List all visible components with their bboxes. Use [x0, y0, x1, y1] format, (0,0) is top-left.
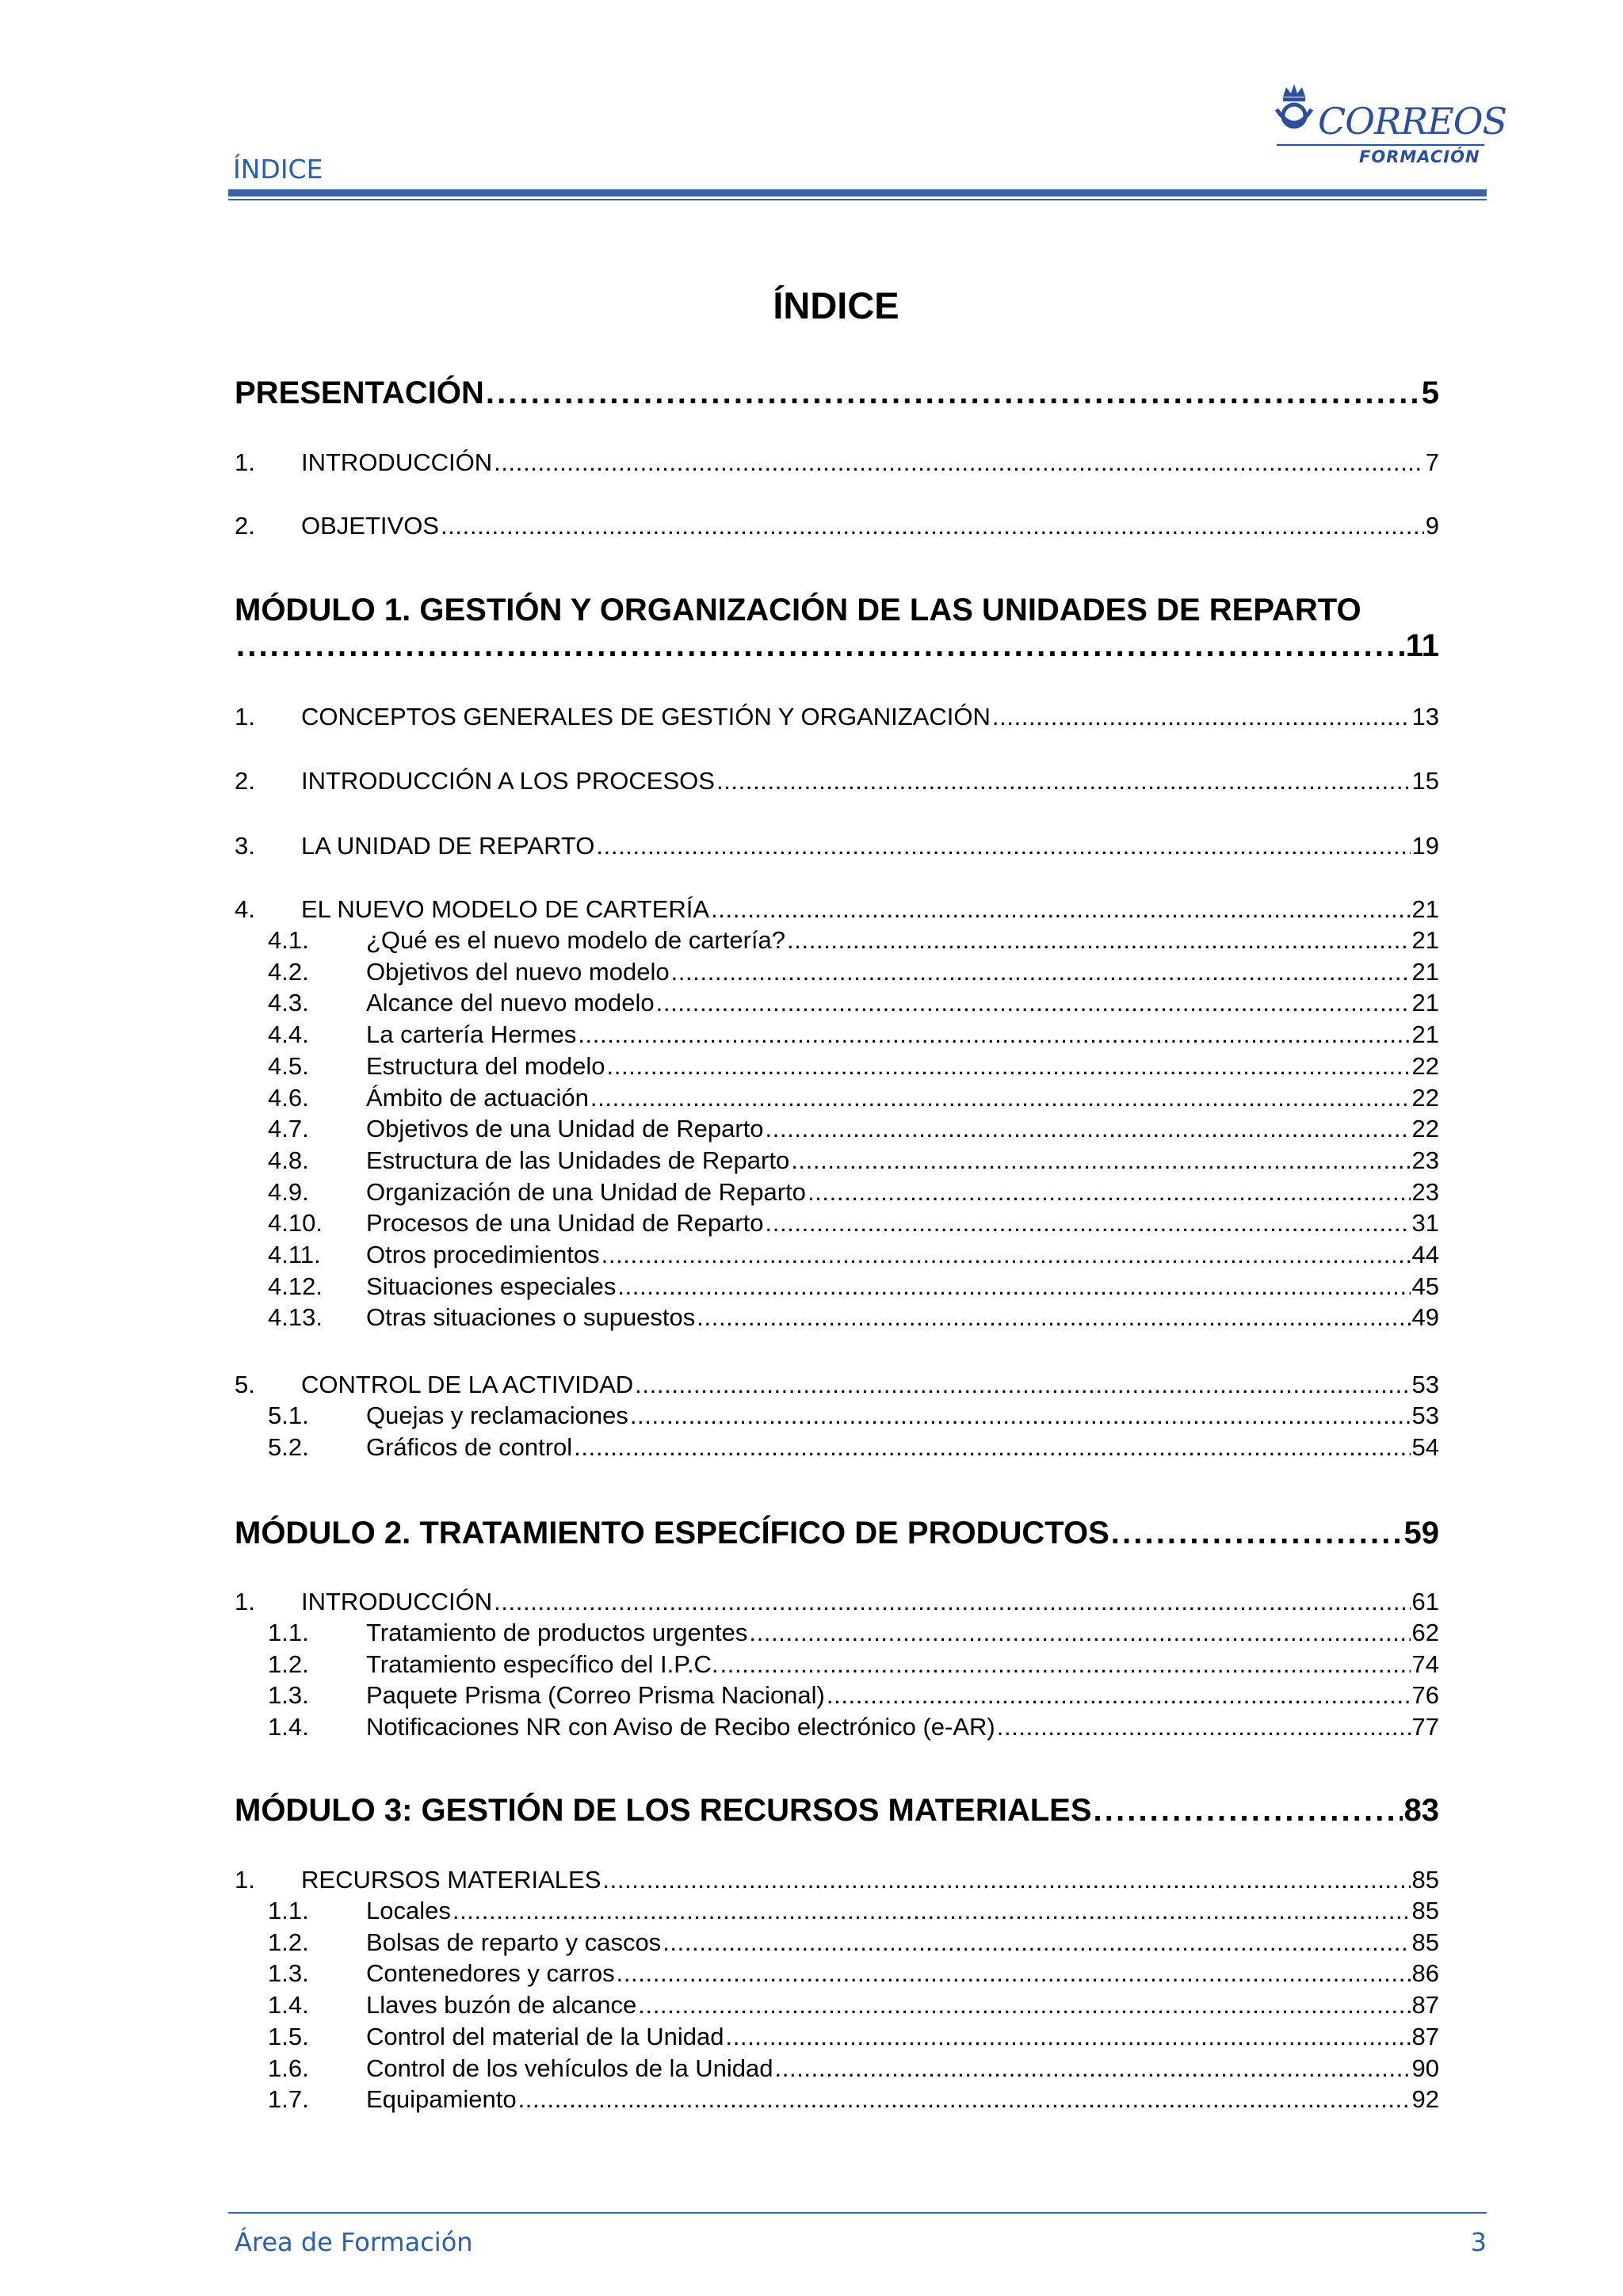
toc-number: 4.11.: [268, 1241, 321, 1268]
toc-page: 21: [1411, 895, 1439, 923]
dot-leader: [720, 1650, 1411, 1679]
toc-page: 62: [1411, 1619, 1439, 1646]
toc-number: 1.4.: [268, 1713, 309, 1741]
dot-leader: [656, 989, 1411, 1017]
toc-label: Estructura del modelo: [366, 1051, 605, 1080]
dot-leader: [749, 1619, 1410, 1647]
toc-entry-modulo2-introduccion[interactable]: [235, 1588, 1439, 1616]
toc-label: INTRODUCCIÓN: [301, 1588, 493, 1615]
toc-number: 1.2.: [268, 1928, 309, 1956]
toc-label: RECURSOS MATERIALES: [301, 1866, 601, 1894]
toc-number: 1.6.: [268, 2054, 309, 2082]
toc-entry[interactable]: [235, 1681, 1439, 1710]
toc-number: 4.2.: [268, 957, 309, 986]
toc-entry[interactable]: [235, 2085, 1439, 2114]
toc-entry[interactable]: [235, 926, 1439, 955]
toc-number: 1.5.: [268, 2022, 309, 2050]
toc-page: 77: [1411, 1713, 1439, 1741]
dot-leader: [791, 1146, 1410, 1175]
dot-leader: [617, 1959, 1411, 1988]
toc-label: MÓDULO 1. GESTIÓN Y ORGANIZACIÓN DE LAS UNIDADES DE REPARTO: [235, 593, 1361, 627]
toc-page: 54: [1411, 1432, 1439, 1461]
toc-label: EL NUEVO MODELO DE CARTERÍA: [301, 895, 710, 923]
toc-page: 22: [1411, 1115, 1439, 1143]
dot-leader: [518, 2085, 1411, 2114]
correos-formacion-logo: [1272, 76, 1507, 177]
toc-label: CONCEPTOS GENERALES DE GESTIÓN Y ORGANIZACIÓN: [301, 703, 991, 730]
toc-number: 4.12.: [268, 1272, 323, 1300]
toc-entry[interactable]: [235, 1209, 1439, 1238]
toc-label: Otras situaciones o supuestos: [366, 1303, 696, 1332]
toc-page: 87: [1411, 1991, 1439, 2019]
dot-leader: [486, 376, 1420, 411]
toc-entry[interactable]: [235, 989, 1439, 1017]
toc-label: INTRODUCCIÓN: [301, 448, 493, 476]
toc-label: Contenedores y carros: [366, 1959, 615, 1988]
toc-entry[interactable]: [235, 832, 1439, 860]
dot-leader: [716, 767, 1411, 795]
dot-leader: [766, 1115, 1411, 1143]
dot-leader: [697, 1303, 1410, 1332]
dot-leader: [607, 1052, 1411, 1081]
toc-number: 5.1.: [268, 1402, 309, 1429]
dot-leader: [578, 1020, 1410, 1049]
toc-label: Paquete Prisma (Correo Prisma Nacional): [366, 1681, 825, 1710]
toc-page: 85: [1411, 1928, 1439, 1956]
toc-label: Notificaciones NR con Aviso de Recibo electrónico (e-AR): [366, 1713, 995, 1741]
toc-label: Alcance del nuevo modelo: [366, 989, 655, 1017]
toc-entry[interactable]: [235, 1402, 1439, 1430]
toc-entry[interactable]: [235, 703, 1439, 731]
toc-label: INTRODUCCIÓN A LOS PROCESOS: [301, 767, 715, 795]
toc-number: 1.3.: [268, 1681, 309, 1710]
toc-page: 13: [1411, 703, 1439, 730]
toc-number: 4.7.: [268, 1115, 309, 1143]
dot-leader: [590, 1084, 1411, 1112]
toc-page: 45: [1411, 1272, 1439, 1300]
toc-entry-objetivos[interactable]: [235, 512, 1439, 540]
toc-number: 4.1.: [268, 926, 309, 954]
dot-leader: [766, 1209, 1411, 1238]
toc-label: MÓDULO 2. TRATAMIENTO ESPECÍFICO DE PRODUCTOS: [235, 1516, 1109, 1550]
dot-leader: [617, 1272, 1410, 1301]
toc-label: PRESENTACIÓN: [235, 376, 484, 410]
toc-number: 4.3.: [268, 989, 309, 1017]
toc-entry[interactable]: [235, 1897, 1439, 1925]
toc-page: 53: [1411, 1371, 1439, 1398]
dot-leader: [602, 1866, 1410, 1894]
toc-number: 4.8.: [268, 1146, 309, 1174]
toc-number: 4.6.: [268, 1083, 309, 1112]
toc-label: Estructura de las Unidades de Reparto: [366, 1146, 790, 1174]
toc-page: 19: [1411, 832, 1439, 860]
header-rule-thin: [228, 199, 1487, 200]
toc-page: 85: [1411, 1897, 1439, 1924]
dot-leader: [630, 1402, 1411, 1430]
toc-page: 21: [1411, 989, 1439, 1017]
toc-number: 1.2.: [268, 1650, 309, 1678]
dot-leader: [236, 628, 1404, 664]
toc-label: Situaciones especiales: [366, 1272, 617, 1300]
toc-page: 21: [1411, 1020, 1439, 1049]
dot-leader: [441, 512, 1424, 540]
toc-page: 23: [1411, 1177, 1439, 1206]
toc-page: 22: [1411, 1051, 1439, 1080]
toc-number: 1.: [235, 703, 255, 730]
toc-label: Objetivos de una Unidad de Reparto: [366, 1115, 764, 1143]
toc-page: 83: [1403, 1793, 1439, 1828]
toc-label: Tratamiento específico del I.P.C.: [366, 1650, 719, 1678]
toc-number: 1.4.: [268, 1991, 309, 2019]
header-section-label: ÍNDICE: [233, 154, 323, 185]
toc-entry[interactable]: [235, 1115, 1439, 1143]
dot-leader: [787, 926, 1410, 955]
toc-label: Llaves buzón de alcance: [366, 1991, 637, 2019]
toc-label: Organización de una Unidad de Reparto: [366, 1177, 806, 1206]
toc-number: 3.: [235, 832, 255, 860]
toc-label: LA UNIDAD DE REPARTO: [301, 832, 595, 860]
toc-number: 1.: [235, 1588, 255, 1615]
toc-label: Tratamiento de productos urgentes: [366, 1619, 748, 1646]
toc-label: Equipamiento: [366, 2085, 517, 2114]
toc-page: 76: [1411, 1681, 1439, 1710]
toc-number: 4.4.: [268, 1020, 309, 1049]
toc-entry-introduccion[interactable]: [235, 448, 1439, 477]
toc-entry[interactable]: [235, 1991, 1439, 2019]
toc-page: 87: [1411, 2022, 1439, 2050]
dot-leader: [711, 895, 1410, 924]
toc-label: La cartería Hermes: [366, 1020, 577, 1049]
toc-number: 1.: [235, 1866, 255, 1894]
toc-number: 1.3.: [268, 1959, 309, 1988]
toc-number: 4.5.: [268, 1051, 309, 1080]
toc-number: 5.: [235, 1371, 255, 1398]
toc-label: MÓDULO 3: GESTIÓN DE LOS RECURSOS MATERIALES: [235, 1793, 1092, 1828]
toc-number: 1.7.: [268, 2085, 309, 2114]
footer-rule: [228, 2212, 1487, 2214]
footer-label: Área de Formación: [235, 2227, 473, 2257]
toc-label: Bolsas de reparto y cascos: [366, 1928, 662, 1956]
toc-number: 4.9.: [268, 1177, 309, 1206]
toc-page: 49: [1411, 1303, 1439, 1332]
toc-number: 2.: [235, 767, 255, 795]
toc-number: 4.10.: [268, 1209, 323, 1238]
toc-entry[interactable]: [235, 1020, 1439, 1049]
toc-label: Control de los vehículos de la Unidad: [366, 2054, 773, 2082]
toc-number: 1.1.: [268, 1619, 309, 1646]
toc-label: ¿Qué es el nuevo modelo de cartería?: [366, 926, 786, 954]
toc-entry[interactable]: [235, 895, 1439, 924]
toc-label: Locales: [366, 1897, 451, 1924]
toc-entry[interactable]: [235, 2023, 1439, 2051]
toc-label: Objetivos del nuevo modelo: [366, 957, 670, 986]
toc-entry[interactable]: [235, 1052, 1439, 1081]
dot-leader: [671, 958, 1411, 986]
toc-entry[interactable]: [235, 1619, 1439, 1647]
toc-label: Otros procedimientos: [366, 1241, 600, 1268]
toc-page: 86: [1411, 1959, 1439, 1988]
toc-page: 31: [1411, 1209, 1439, 1238]
toc-page: 11: [1405, 628, 1439, 663]
dot-leader: [1111, 1516, 1403, 1551]
toc-label: OBJETIVOS: [301, 512, 439, 540]
dot-leader: [574, 1433, 1410, 1462]
dot-leader: [453, 1897, 1411, 1925]
toc-entry[interactable]: [235, 1928, 1439, 1957]
toc-page: 21: [1411, 926, 1439, 954]
dot-leader: [494, 1588, 1410, 1616]
toc-module-page-line: [235, 628, 1439, 664]
toc-entry-modulo1[interactable]: [235, 593, 1439, 664]
toc-page: 85: [1411, 1866, 1439, 1894]
toc-page: 74: [1411, 1650, 1439, 1678]
toc-entry[interactable]: [235, 1241, 1439, 1269]
toc-entry[interactable]: [235, 1650, 1439, 1679]
dot-leader: [808, 1178, 1411, 1207]
toc-entry[interactable]: [235, 1272, 1439, 1301]
toc-entry[interactable]: [235, 1084, 1439, 1112]
toc-number: 1.1.: [268, 1897, 309, 1924]
toc-entry[interactable]: [235, 1146, 1439, 1175]
toc-entry-modulo2[interactable]: [235, 1516, 1439, 1551]
toc-label: Quejas y reclamaciones: [366, 1402, 628, 1429]
toc-entry-modulo3[interactable]: [235, 1793, 1439, 1829]
logo-divider: [1277, 144, 1484, 146]
dot-leader: [638, 1991, 1410, 2019]
toc-entry[interactable]: [235, 1713, 1439, 1741]
toc-label: Ámbito de actuación: [366, 1083, 589, 1112]
toc-page: 23: [1411, 1146, 1439, 1174]
toc-entry[interactable]: [235, 958, 1439, 986]
toc-number: 2.: [235, 512, 255, 540]
header-rule: [228, 189, 1487, 196]
dot-leader: [992, 703, 1411, 731]
page-title: ÍNDICE: [773, 284, 899, 326]
toc-page: 21: [1411, 957, 1439, 986]
dot-leader: [494, 448, 1424, 477]
dot-leader: [596, 832, 1410, 860]
toc-page: 92: [1411, 2085, 1439, 2114]
toc-label: Procesos de una Unidad de Reparto: [366, 1209, 764, 1238]
toc-entry[interactable]: [235, 1178, 1439, 1207]
toc-page: 9: [1425, 512, 1439, 540]
dot-leader: [997, 1713, 1411, 1741]
logo-wordmark: CORREOS: [1318, 100, 1507, 143]
footer-page-number: 3: [1470, 2227, 1487, 2257]
dot-leader: [601, 1241, 1411, 1269]
dot-leader: [725, 2023, 1410, 2051]
toc-number: 4.: [235, 895, 255, 923]
toc-number: 1.: [235, 448, 255, 476]
toc-number: 5.2.: [268, 1432, 309, 1461]
toc-entry[interactable]: [235, 2054, 1439, 2083]
toc-entry-presentacion[interactable]: [235, 376, 1439, 411]
toc-entry[interactable]: [235, 767, 1439, 795]
crown-posthorn-icon: [1272, 81, 1316, 133]
toc-number: 4.13.: [268, 1303, 323, 1332]
toc-page: 61: [1411, 1588, 1439, 1615]
dot-leader: [1094, 1793, 1403, 1829]
toc-page: 90: [1411, 2054, 1439, 2082]
toc-entry[interactable]: [235, 1303, 1439, 1332]
toc-page: 7: [1425, 448, 1439, 476]
dot-leader: [635, 1371, 1410, 1399]
toc-page: 22: [1411, 1083, 1439, 1112]
toc-label: CONTROL DE LA ACTIVIDAD: [301, 1371, 634, 1398]
toc-label: Gráficos de control: [366, 1432, 573, 1461]
logo-subtitle: FORMACIÓN: [1359, 147, 1480, 166]
toc-page: 5: [1421, 376, 1439, 410]
dot-leader: [663, 1928, 1410, 1957]
toc-entry[interactable]: [235, 1371, 1439, 1399]
toc-page: 44: [1411, 1241, 1439, 1268]
toc-entry-recursos-materiales[interactable]: [235, 1866, 1439, 1894]
dot-leader: [827, 1681, 1411, 1710]
toc-page: 15: [1411, 767, 1439, 795]
dot-leader: [775, 2054, 1411, 2083]
toc-page: 59: [1403, 1516, 1439, 1550]
toc-entry[interactable]: [235, 1959, 1439, 1988]
toc-entry[interactable]: [235, 1433, 1439, 1462]
toc-page: 53: [1411, 1402, 1439, 1429]
toc-label: Control del material de la Unidad: [366, 2022, 724, 2050]
